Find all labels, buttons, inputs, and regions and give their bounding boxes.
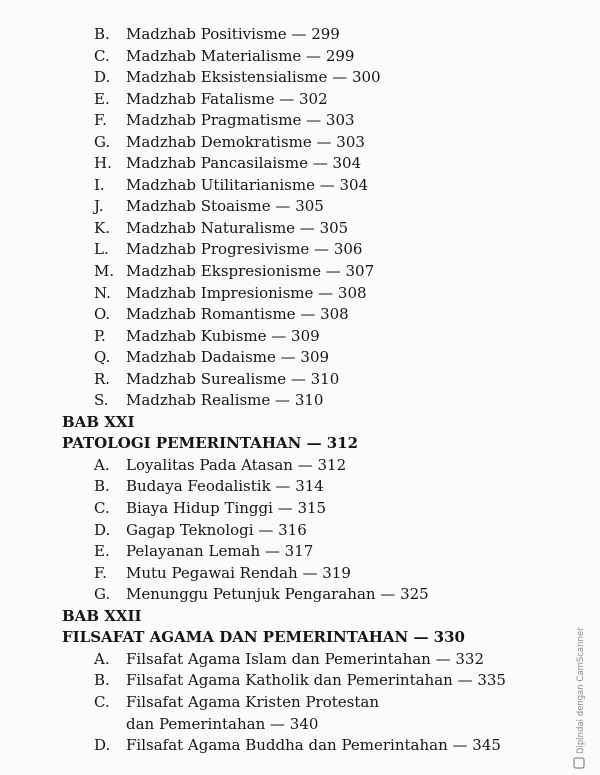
entry-letter: M.: [94, 262, 115, 281]
entry-letter: Q.: [94, 348, 111, 367]
entry-text: Menunggu Petunjuk Pengarahan — 325: [126, 585, 429, 604]
chapter-heading-text: BAB XXII: [62, 606, 142, 625]
toc-entry: [0, 520, 600, 542]
chapter-heading-text: FILSAFAT AGAMA DAN PEMERINTAHAN — 330: [62, 628, 465, 647]
entry-text: Mutu Pegawai Rendah — 319: [126, 563, 351, 582]
entry-letter: A.: [94, 649, 110, 668]
entry-letter: C.: [94, 499, 110, 518]
entry-letter: B.: [94, 25, 110, 43]
toc-entry: [0, 110, 600, 132]
watermark-graphic: [572, 620, 588, 770]
entry-letter: G.: [94, 585, 111, 604]
toc-entry: [0, 498, 600, 520]
entry-text: Madzhab Romantisme — 308: [126, 305, 349, 324]
toc-entry: [0, 46, 600, 68]
toc-entry: [0, 175, 600, 197]
entry-letter: J.: [94, 197, 104, 216]
entry-text: Madzhab Impresionisme — 308: [126, 283, 367, 302]
toc-entry: [0, 649, 600, 671]
entry-letter: D.: [94, 520, 111, 539]
entry-letter: N.: [94, 283, 111, 302]
toc-entry: [0, 239, 600, 261]
camscanner-logo-icon: [574, 758, 584, 768]
chapter-heading-text: BAB XXI: [62, 412, 135, 431]
entry-letter: E.: [94, 542, 110, 561]
entry-text: Filsafat Agama Buddha dan Pemerintahan — 345: [126, 736, 501, 755]
entry-text: Budaya Feodalistik — 314: [126, 477, 324, 496]
entry-letter: G.: [94, 132, 111, 151]
entry-text: Loyalitas Pada Atasan — 312: [126, 455, 347, 474]
toc-entry: [0, 304, 600, 326]
toc-entry: [0, 692, 600, 714]
entry-text: Madzhab Eksistensialisme — 300: [126, 68, 381, 87]
entry-text: Madzhab Demokratisme — 303: [126, 132, 365, 151]
entry-letter: H.: [94, 154, 112, 173]
toc-entry: [0, 89, 600, 111]
entry-text: Madzhab Surealisme — 310: [126, 369, 340, 388]
toc-entry: [0, 132, 600, 154]
entry-letter: O.: [94, 305, 111, 324]
toc-entry: [0, 390, 600, 412]
chapter-heading: [0, 606, 600, 628]
entry-letter: L.: [94, 240, 109, 259]
entry-letter: E.: [94, 89, 110, 108]
toc-entry: [0, 476, 600, 498]
entry-text: Madzhab Materialisme — 299: [126, 46, 355, 65]
entry-letter: A.: [94, 455, 110, 474]
entry-letter: P.: [94, 326, 106, 345]
toc-entry: [0, 584, 600, 606]
toc-entry: [0, 153, 600, 175]
entry-letter: S.: [94, 391, 109, 410]
entry-letter: D.: [94, 68, 111, 87]
scanner-watermark: [572, 620, 588, 770]
entry-text: Madzhab Progresivisme — 306: [126, 240, 363, 259]
watermark-text: Dipindai dengan CamScanner: [576, 627, 586, 754]
entry-text: Biaya Hidup Tinggi — 315: [126, 499, 327, 518]
entry-text: Madzhab Pragmatisme — 303: [126, 111, 355, 130]
toc-entry: [0, 196, 600, 218]
entry-letter: C.: [94, 692, 110, 711]
toc-entry: [0, 670, 600, 692]
entry-letter: K.: [94, 218, 110, 237]
entry-text: dan Pemerintahan — 340: [126, 714, 319, 733]
entry-letter: F.: [94, 111, 107, 130]
entry-text: Madzhab Pancasilaisme — 304: [126, 154, 362, 173]
toc-entry: [0, 563, 600, 585]
toc-entry: [0, 369, 600, 391]
entry-text: Gagap Teknologi — 316: [126, 520, 307, 539]
entry-text: Pelayanan Lemah — 317: [126, 542, 314, 561]
chapter-heading: [0, 412, 600, 434]
entry-letter: I.: [94, 175, 105, 194]
toc-entry: [0, 714, 600, 736]
entry-letter: B.: [94, 671, 110, 690]
chapter-heading: [0, 433, 600, 455]
entry-text: Madzhab Kubisme — 309: [126, 326, 320, 345]
entry-letter: R.: [94, 369, 111, 388]
toc-entry: [0, 67, 600, 89]
chapter-heading: [0, 627, 600, 649]
entry-text: Madzhab Utilitarianisme — 304: [126, 175, 369, 194]
entry-letter: F.: [94, 563, 107, 582]
toc-entry: [0, 326, 600, 348]
chapter-heading-text: PATOLOGI PEMERINTAHAN — 312: [62, 434, 359, 453]
entry-text: Madzhab Stoaisme — 305: [126, 197, 324, 216]
toc-entry: [0, 283, 600, 305]
entry-text: Filsafat Agama Kristen Protestan: [126, 692, 379, 711]
entry-text: Madzhab Ekspresionisme — 307: [126, 262, 375, 281]
toc-entry: [0, 261, 600, 283]
toc-entry: [0, 347, 600, 369]
entry-letter: D.: [94, 736, 111, 755]
entry-letter: B.: [94, 477, 110, 496]
entry-text: Madzhab Fatalisme — 302: [126, 89, 328, 108]
entry-text: Madzhab Realisme — 310: [126, 391, 324, 410]
entry-text: Madzhab Dadaisme — 309: [126, 348, 330, 367]
entry-letter: C.: [94, 46, 110, 65]
toc-entry: [0, 455, 600, 477]
entry-text: Madzhab Naturalisme — 305: [126, 218, 349, 237]
toc-entry: [0, 218, 600, 240]
entry-text: Filsafat Agama Katholik dan Pemerintahan — 335: [126, 671, 506, 690]
entry-text: Madzhab Positivisme — 299: [126, 25, 340, 43]
entry-text: Filsafat Agama Islam dan Pemerintahan — 332: [126, 649, 485, 668]
toc-entry: [0, 735, 600, 757]
toc-entry: [0, 24, 600, 46]
table-of-contents: [0, 24, 600, 757]
toc-entry: [0, 541, 600, 563]
